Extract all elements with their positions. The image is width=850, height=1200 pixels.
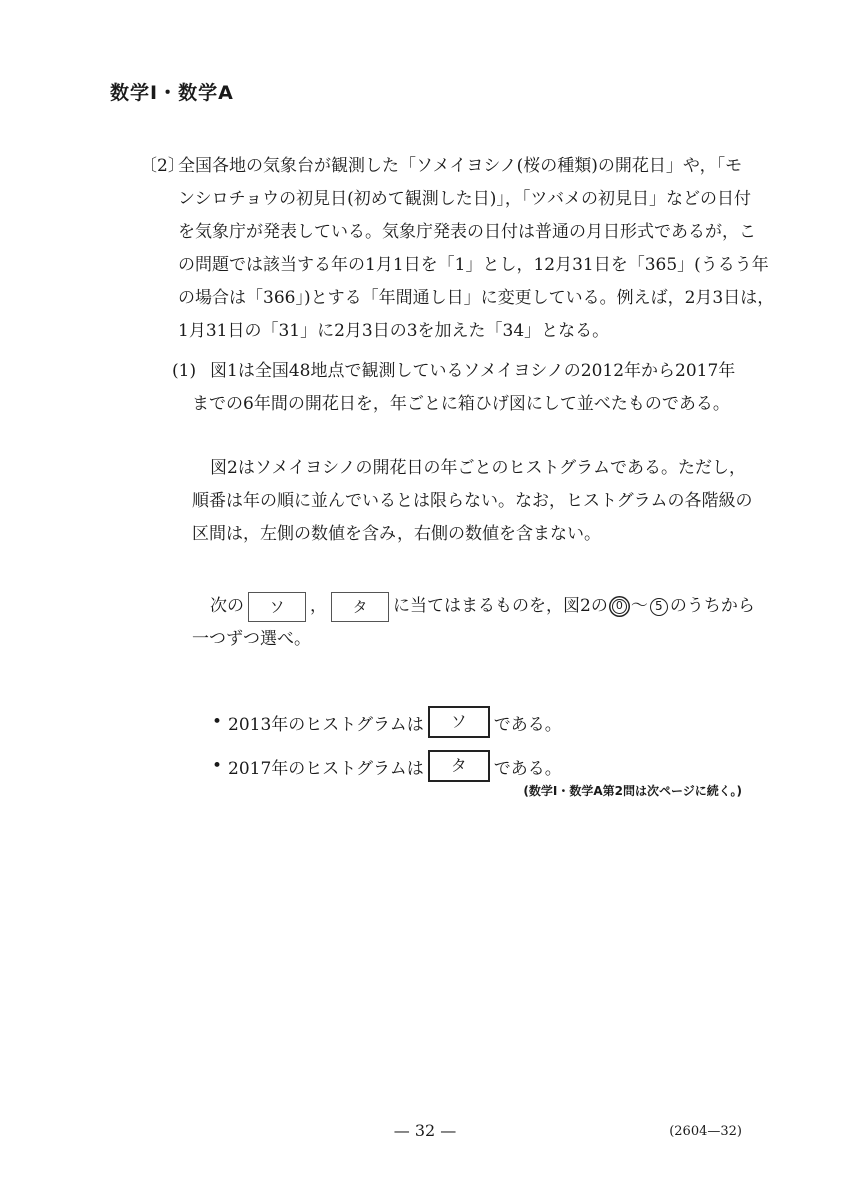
figure-2-description — [192, 452, 753, 551]
bullet-marker: • — [212, 756, 223, 776]
question-number: (1) — [172, 361, 197, 381]
figure-2-line: 順番は年の順に並んでいるとは限らない。なお，ヒストグラムの各階級の — [192, 491, 753, 511]
instruction — [192, 590, 755, 656]
page-number: — 32 — — [393, 1121, 457, 1140]
answer-bullets — [212, 700, 562, 788]
choice-5-marker: 5 — [650, 598, 668, 616]
instruction-prefix: 次の — [210, 596, 244, 616]
section-2-line: の場合は「366」)とする「年間通し日」に変更している。例えば，2月3日は， — [178, 288, 775, 308]
section-2-line: を気象庁が発表している。気象庁発表の日付は普通の月日形式であるが，こ — [178, 222, 756, 242]
section-2-line: 1月31日の「31」に2月3日の3を加えた「34」となる。 — [178, 321, 610, 341]
page-code: (2604—32) — [669, 1124, 742, 1139]
bullet-item — [212, 744, 562, 788]
tilde: ～ — [630, 596, 648, 616]
section-2-line: ンシロチョウの初見日(初めて観測した日)」，「ツバメの初見日」などの日付 — [178, 189, 751, 209]
separator: ， — [310, 596, 327, 616]
section-2-line: の問題では該当する年の1月1日を「1」とし，12月31日を「365」(うるう年 — [178, 255, 769, 275]
answer-box-so: ソ — [428, 706, 490, 738]
choice-0-marker: 0 — [612, 599, 627, 614]
section-2-text — [178, 150, 774, 348]
figure-2-line: 区間は，左側の数値を含み，右側の数値を含まない。 — [192, 524, 602, 544]
answer-box-so: ソ — [248, 592, 306, 622]
question-1-line: までの6年間の開花日を，年ごとに箱ひげ図にして並べたものである。 — [192, 394, 730, 414]
question-1-line: 図1は全国48地点で観測しているソメイヨシノの2012年から2017年 — [210, 361, 736, 381]
answer-box-ta: タ — [428, 750, 490, 782]
bullet-text: 2013年のヒストグラムは — [228, 714, 424, 735]
instruction-line-2: 一つずつ選べ。 — [192, 629, 311, 649]
instruction-middle: に当てはまるものを，図2の — [393, 596, 608, 616]
instruction-suffix: のうちから — [669, 596, 755, 616]
bullet-after: である。 — [493, 758, 562, 779]
bullet-after: である。 — [493, 714, 562, 735]
section-2-line: 全国各地の気象台が観測した「ソメイヨシノ(桜の種類)の開花日」や，「モ — [178, 156, 743, 176]
continuation-note: (数学Ⅰ・数学A第2問は次ページに続く。) — [523, 784, 742, 798]
section-number: 〔2〕 — [140, 156, 185, 176]
page-heading: 数学Ⅰ・数学A — [110, 82, 234, 104]
bullet-item — [212, 700, 562, 744]
figure-2-line: 図2はソメイヨシノの開花日の年ごとのヒストグラムである。ただし， — [210, 458, 746, 478]
answer-box-ta: タ — [331, 592, 389, 622]
bullet-marker: • — [212, 712, 223, 732]
bullet-text: 2017年のヒストグラムは — [228, 758, 424, 779]
instruction-line — [192, 590, 755, 623]
